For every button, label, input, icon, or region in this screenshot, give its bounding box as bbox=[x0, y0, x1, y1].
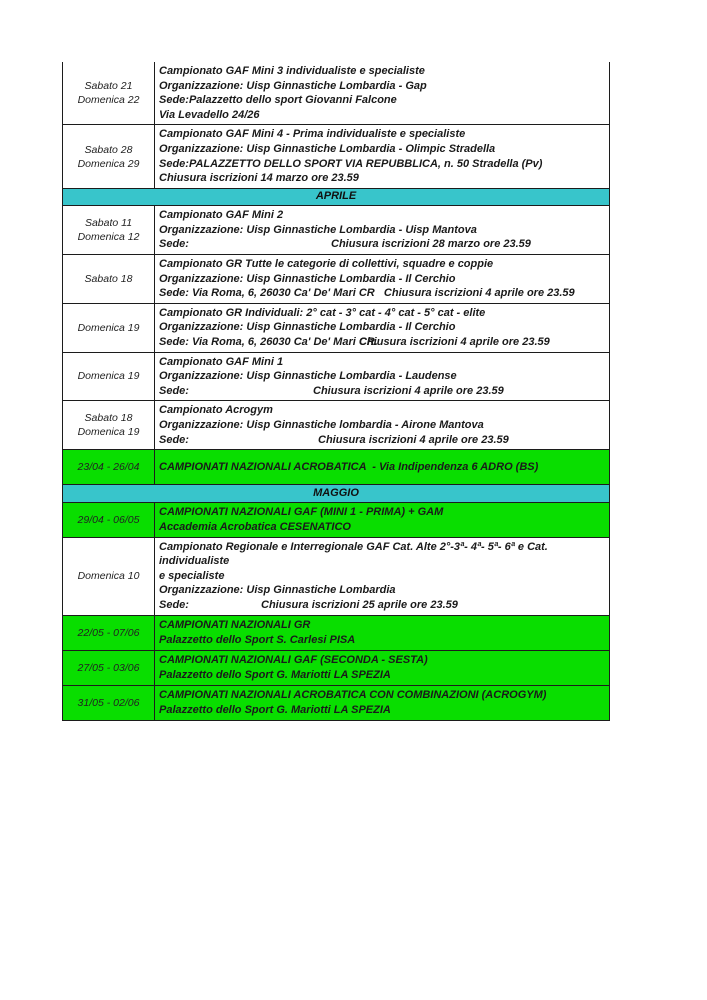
event-line: Organizzazione: Uisp Ginnastiche Lombardia - Gap bbox=[159, 79, 427, 92]
month-header-row bbox=[63, 485, 609, 503]
event-line-segment: Sede: Via Roma, 6, 26030 Ca' De' Mari CR. bbox=[159, 336, 378, 348]
event-row bbox=[63, 62, 609, 125]
event-line-segment: Chiusura iscrizioni 4 aprile ore 23.59 bbox=[318, 433, 509, 446]
event-line: Organizzazione: Uisp Ginnastiche Lombardia - Olimpic Stradella bbox=[159, 142, 496, 155]
event-details-cell bbox=[155, 255, 609, 303]
event-line: Campionato GAF Mini 1 bbox=[159, 355, 284, 368]
event-line-segment: Chiusura iscrizioni 28 marzo ore 23.59 bbox=[331, 238, 531, 251]
event-line-segment: Sede: bbox=[159, 433, 189, 446]
event-row bbox=[63, 304, 609, 353]
event-details-cell bbox=[155, 401, 609, 449]
event-date-cell bbox=[63, 450, 155, 484]
national-event-row bbox=[63, 686, 609, 721]
event-row bbox=[63, 353, 609, 402]
date-line: Domenica 19 bbox=[77, 321, 140, 334]
event-row bbox=[63, 401, 609, 450]
event-line-segment: Sede: bbox=[159, 238, 189, 251]
event-date-cell bbox=[63, 651, 155, 685]
date-line: 23/04 - 26/04 bbox=[77, 461, 140, 474]
date-line: Sabato 11 bbox=[84, 217, 133, 230]
event-date-cell bbox=[63, 255, 155, 303]
event-line: Campionato Regionale e Interregionale GAF Cat. Alte 2°-3ª- 4ª- 5ª- 6ª e Cat. individualiste bbox=[159, 540, 554, 568]
event-line: CAMPIONATI NAZIONALI GAF (MINI 1 - PRIMA) + GAM bbox=[159, 505, 444, 518]
event-details-cell bbox=[155, 62, 609, 124]
date-line: Domenica 19 bbox=[77, 370, 140, 383]
event-details-cell bbox=[155, 538, 609, 615]
event-row bbox=[63, 538, 609, 616]
date-line: 27/05 - 03/06 bbox=[77, 661, 140, 674]
month-header-label: MAGGIO bbox=[313, 486, 359, 499]
event-date-cell bbox=[63, 686, 155, 720]
date-line: Domenica 19 bbox=[77, 426, 140, 439]
event-line: Organizzazione: Uisp Ginnastiche Lombardia - Il Cerchio bbox=[159, 272, 456, 285]
date-line: Sabato 28 bbox=[84, 143, 133, 156]
event-line bbox=[159, 598, 606, 613]
event-line: Sede:Palazzetto dello sport Giovanni Falcone bbox=[159, 94, 397, 107]
event-details-cell bbox=[155, 353, 609, 401]
event-details-cell bbox=[155, 503, 609, 537]
event-line-segment: Chiusura iscrizioni 4 aprile ore 23.59 bbox=[359, 336, 550, 348]
event-line: Palazzetto dello Sport S. Carlesi PISA bbox=[159, 633, 356, 646]
national-event-row bbox=[63, 616, 609, 651]
event-line: CAMPIONATI NAZIONALI ACROBATICA - Via Indipendenza 6 ADRO (BS) bbox=[159, 460, 539, 473]
event-line: Organizzazione: Uisp Ginnastiche lombardia - Airone Mantova bbox=[159, 418, 484, 431]
event-line: Organizzazione: Uisp Ginnastiche Lombardia - Uisp Mantova bbox=[159, 223, 477, 236]
event-details-cell bbox=[155, 686, 609, 720]
event-line: Campionato GR Individuali: 2° cat - 3° cat - 4° cat - 5° cat - elite bbox=[159, 306, 486, 319]
event-line: Organizzazione: Uisp Ginnastiche Lombardia - Il Cerchio bbox=[159, 321, 456, 334]
event-line: Sede:PALAZZETTO DELLO SPORT VIA REPUBBLICA, n. 50 Stradella (Pv) bbox=[159, 157, 543, 170]
event-date-cell bbox=[63, 353, 155, 401]
event-date-cell bbox=[63, 206, 155, 254]
event-line: Campionato GAF Mini 4 - Prima individualiste e specialiste bbox=[159, 128, 466, 141]
date-line: 29/04 - 06/05 bbox=[77, 513, 140, 526]
event-row bbox=[63, 206, 609, 255]
date-line: 31/05 - 02/06 bbox=[77, 696, 140, 709]
event-date-cell bbox=[63, 125, 155, 187]
national-event-row bbox=[63, 503, 609, 538]
events-calendar-table bbox=[62, 62, 610, 721]
event-line-segment: Sede: bbox=[159, 599, 189, 612]
month-header-label: APRILE bbox=[315, 190, 357, 203]
event-row bbox=[63, 255, 609, 304]
event-line: Via Levadello 24/26 bbox=[159, 108, 260, 121]
event-line-segment: Chiusura iscrizioni 25 aprile ore 23.59 bbox=[261, 599, 458, 612]
event-row bbox=[63, 125, 609, 188]
event-line: e specialiste bbox=[159, 569, 225, 582]
event-line bbox=[159, 433, 606, 448]
date-line: Sabato 18 bbox=[84, 412, 133, 425]
event-line: Accademia Acrobatica CESENATICO bbox=[159, 520, 351, 533]
event-line bbox=[159, 335, 606, 350]
event-line-segment: Sede: bbox=[159, 384, 189, 397]
event-line: Campionato GAF Mini 2 bbox=[159, 209, 284, 222]
event-line bbox=[159, 384, 606, 399]
event-details-cell bbox=[155, 450, 609, 484]
event-date-cell bbox=[63, 538, 155, 615]
national-event-row bbox=[63, 651, 609, 686]
date-line: Domenica 10 bbox=[77, 570, 140, 583]
event-date-cell bbox=[63, 503, 155, 537]
event-line: CAMPIONATI NAZIONALI GR bbox=[159, 618, 311, 631]
event-line: Campionato GR Tutte le categorie di collettivi, squadre e coppie bbox=[159, 258, 494, 271]
event-line: Campionato Acrogym bbox=[159, 404, 273, 417]
event-line: Organizzazione: Uisp Ginnastiche Lombardia bbox=[159, 584, 396, 597]
date-line: 22/05 - 07/06 bbox=[77, 626, 140, 639]
date-line: Sabato 18 bbox=[84, 272, 133, 285]
event-date-cell bbox=[63, 401, 155, 449]
date-line: Domenica 22 bbox=[77, 94, 140, 107]
event-details-cell bbox=[155, 304, 609, 352]
event-line bbox=[159, 237, 606, 252]
event-details-cell bbox=[155, 206, 609, 254]
date-line: Domenica 29 bbox=[77, 157, 140, 170]
event-line: Campionato GAF Mini 3 individualiste e specialiste bbox=[159, 65, 425, 77]
event-details-cell bbox=[155, 651, 609, 685]
month-header-row bbox=[63, 189, 609, 207]
event-details-cell bbox=[155, 616, 609, 650]
date-line: Domenica 12 bbox=[77, 231, 140, 244]
event-date-cell bbox=[63, 304, 155, 352]
event-line-segment: Chiusura iscrizioni 4 aprile ore 23.59 bbox=[313, 384, 504, 397]
event-line: Chiusura iscrizioni 14 marzo ore 23.59 bbox=[159, 172, 359, 185]
date-line: Sabato 21 bbox=[84, 80, 133, 93]
event-date-cell bbox=[63, 62, 155, 124]
event-line: CAMPIONATI NAZIONALI GAF (SECONDA - SESTA) bbox=[159, 653, 428, 666]
event-line: CAMPIONATI NAZIONALI ACROBATICA CON COMBINAZIONI (ACROGYM) bbox=[159, 688, 547, 701]
national-event-row bbox=[63, 450, 609, 485]
event-line: Organizzazione: Uisp Ginnastiche Lombardia - Laudense bbox=[159, 370, 457, 383]
event-date-cell bbox=[63, 616, 155, 650]
event-line: Palazzetto dello Sport G. Mariotti LA SPEZIA bbox=[159, 668, 391, 681]
event-line: Sede: Via Roma, 6, 26030 Ca' De' Mari CR Chiusura iscrizioni 4 aprile ore 23.59 bbox=[159, 287, 575, 300]
event-line: Palazzetto dello Sport G. Mariotti LA SPEZIA bbox=[159, 703, 391, 716]
event-details-cell bbox=[155, 125, 609, 187]
